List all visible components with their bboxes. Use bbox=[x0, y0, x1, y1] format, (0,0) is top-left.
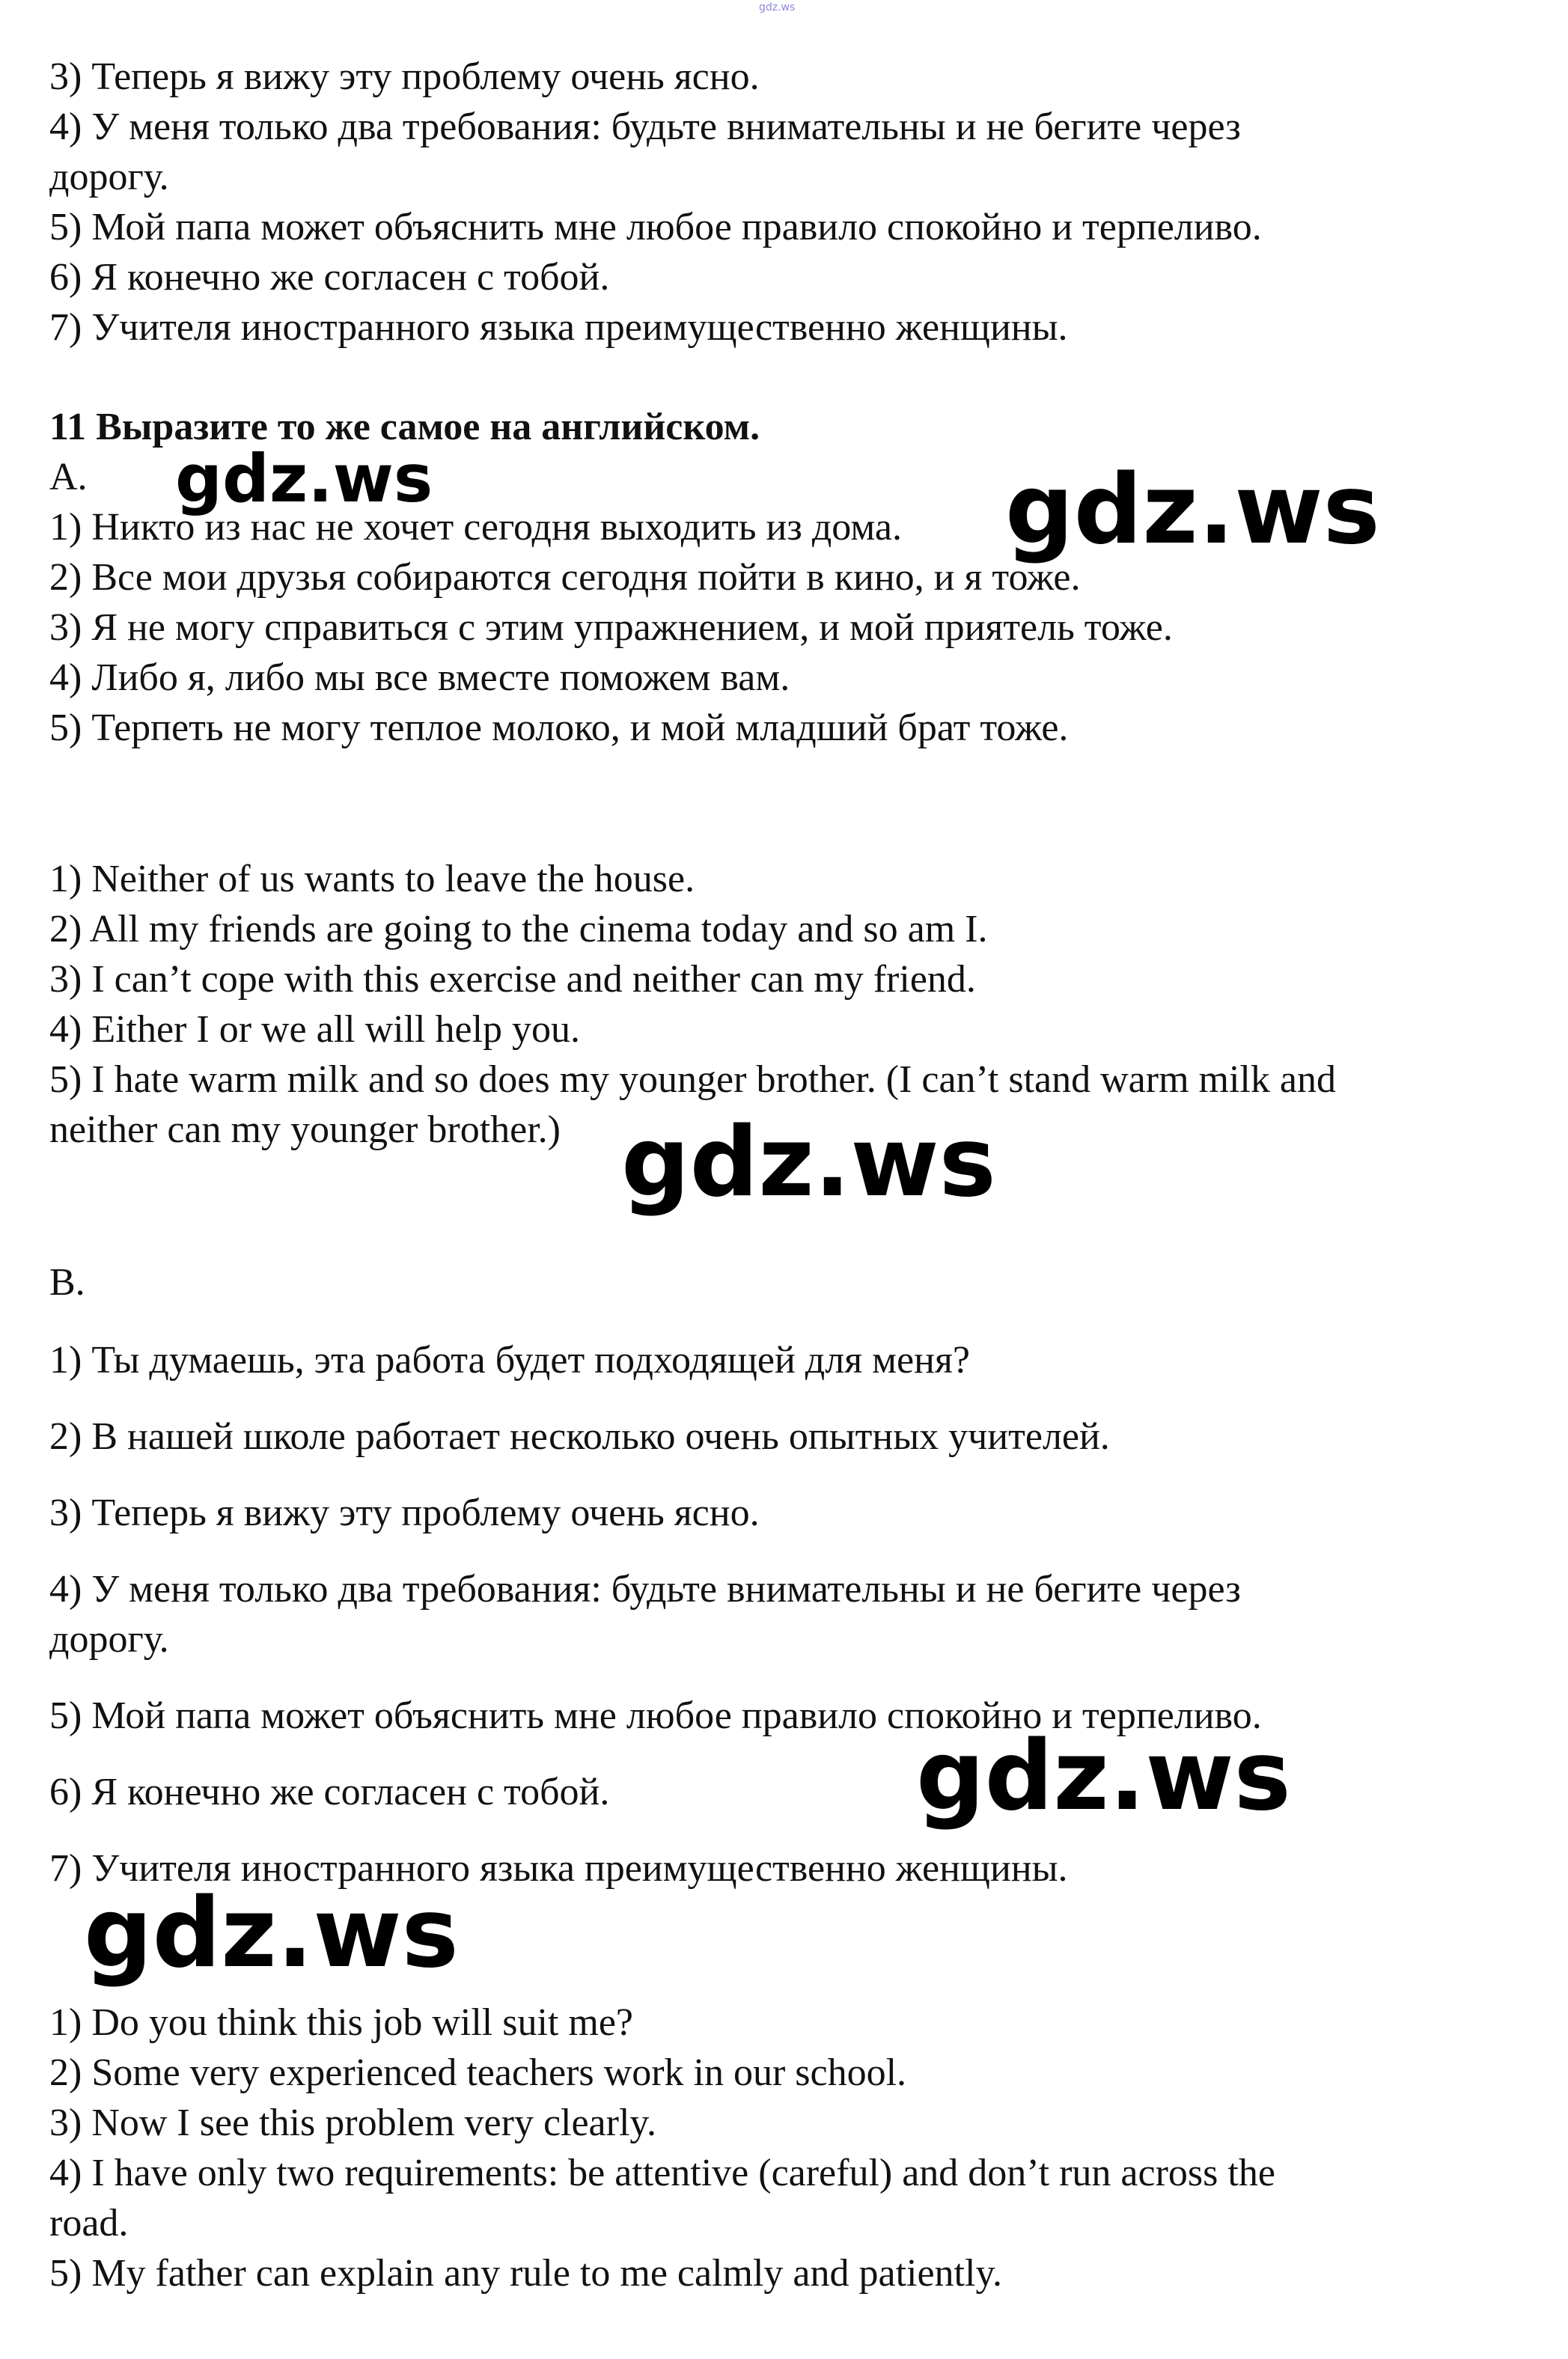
text-line: 6) Я конечно же согласен с тобой. bbox=[49, 256, 610, 299]
watermark: gdz.ws bbox=[175, 440, 433, 517]
watermark: gdz.ws bbox=[1005, 454, 1380, 566]
text-line: 3) Я не могу справиться с этим упражнением, и мой приятель тоже. bbox=[49, 606, 1173, 649]
watermark: gdz.ws bbox=[916, 1721, 1291, 1832]
text-line: 3) Now I see this problem very clearly. bbox=[49, 2102, 657, 2144]
text-line: 3) Теперь я вижу эту проблему очень ясно. bbox=[49, 1492, 760, 1534]
section-b-label: B. bbox=[49, 1261, 85, 1304]
text-line: дорогу. bbox=[49, 1618, 169, 1661]
exercise-title: 11 Выразите то же самое на английском. bbox=[49, 406, 760, 448]
text-line: 6) Я конечно же согласен с тобой. bbox=[49, 1771, 610, 1813]
text-line: 4) У меня только два требования: будьте внимательны и не бегите через bbox=[49, 1568, 1241, 1611]
text-line: 3) I can’t cope with this exercise and neither can my friend. bbox=[49, 958, 976, 1001]
text-line: neither can my younger brother.) bbox=[49, 1108, 561, 1151]
header-watermark: gdz.ws bbox=[759, 1, 796, 13]
text-line: 4) I have only two requirements: be attentive (careful) and don’t run across the bbox=[49, 2152, 1275, 2194]
text-line: 5) Терпеть не могу теплое молоко, и мой младший брат тоже. bbox=[49, 707, 1069, 749]
text-line: 4) Either I or we all will help you. bbox=[49, 1008, 581, 1051]
text-line: 1) Neither of us wants to leave the house. bbox=[49, 858, 695, 900]
text-line: 1) Do you think this job will suit me? bbox=[49, 2001, 633, 2044]
text-line: 7) Учителя иностранного языка преимущественно женщины. bbox=[49, 306, 1068, 349]
text-line: 1) Ты думаешь, эта работа будет подходящей для меня? bbox=[49, 1339, 970, 1382]
text-line: 5) My father can explain any rule to me calmly and patiently. bbox=[49, 2252, 1003, 2295]
text-line: 4) У меня только два требования: будьте внимательны и не бегите через bbox=[49, 106, 1241, 148]
text-line: 2) В нашей школе работает несколько очень опытных учителей. bbox=[49, 1415, 1110, 1458]
text-line: 2) All my friends are going to the cinema today and so am I. bbox=[49, 908, 988, 950]
text-line: road. bbox=[49, 2202, 129, 2244]
watermark: gdz.ws bbox=[84, 1878, 459, 1989]
watermark: gdz.ws bbox=[621, 1107, 996, 1218]
text-line: 3) Теперь я вижу эту проблему очень ясно. bbox=[49, 55, 760, 98]
text-line: 2) Some very experienced teachers work in our school. bbox=[49, 2051, 907, 2094]
text-line: 5) I hate warm milk and so does my younger brother. (I can’t stand warm milk and bbox=[49, 1058, 1336, 1101]
section-a-label: A. bbox=[49, 456, 88, 498]
text-line: 1) Никто из нас не хочет сегодня выходить из дома. bbox=[49, 506, 902, 549]
text-line: 7) Учителя иностранного языка преимущественно женщины. bbox=[49, 1847, 1068, 1890]
text-line: 4) Либо я, либо мы все вместе поможем вам. bbox=[49, 656, 790, 699]
text-line: дорогу. bbox=[49, 156, 169, 198]
text-line: 2) Все мои друзья собираются сегодня пойти в кино, и я тоже. bbox=[49, 556, 1081, 599]
text-line: 5) Мой папа может объяснить мне любое правило спокойно и терпеливо. bbox=[49, 206, 1262, 248]
text-line: 5) Мой папа может объяснить мне любое правило спокойно и терпеливо. bbox=[49, 1694, 1262, 1737]
